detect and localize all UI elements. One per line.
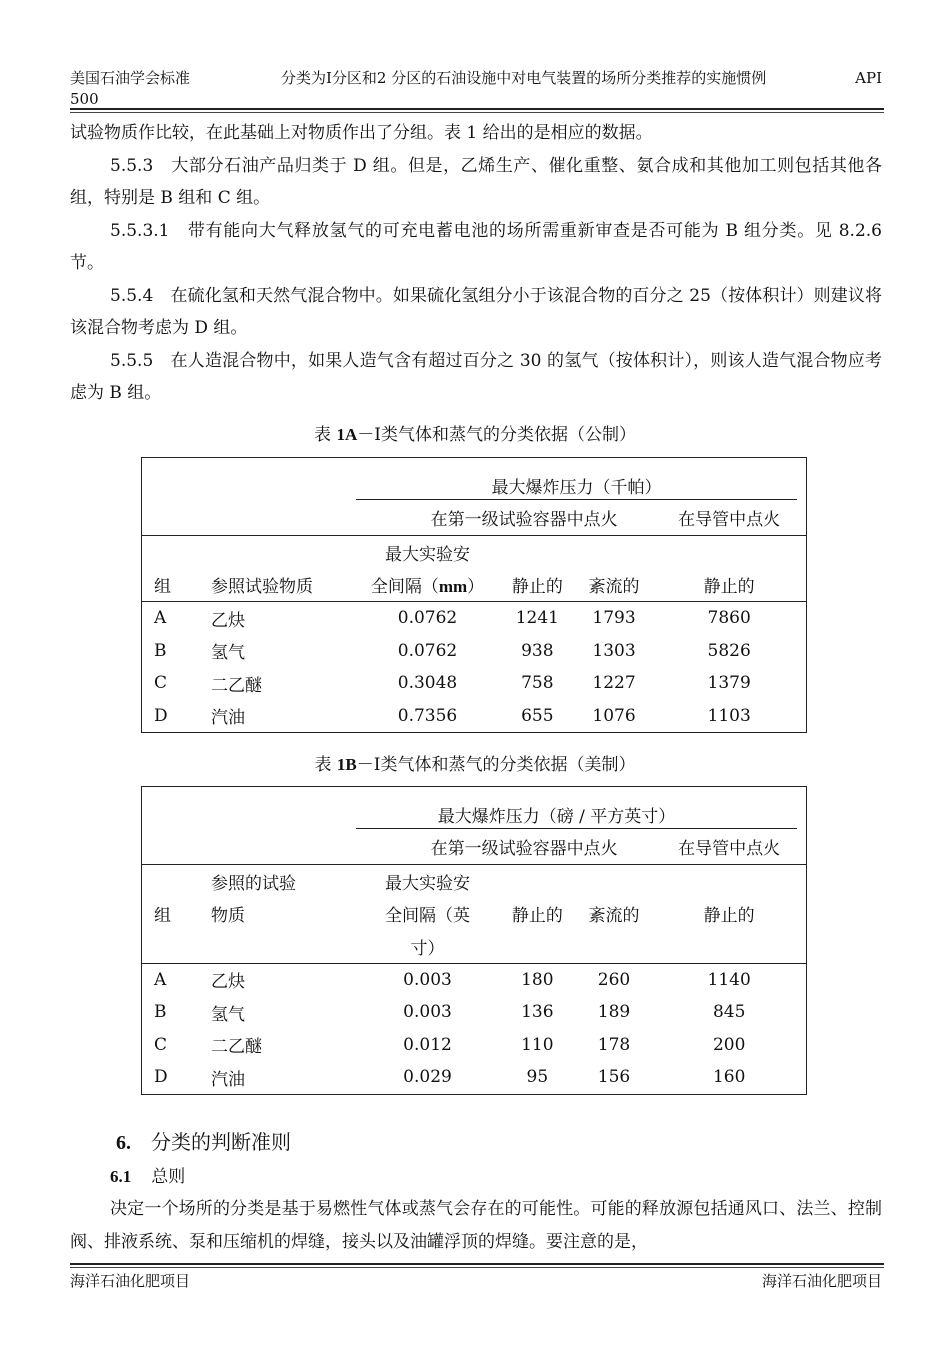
table-row	[142, 1029, 807, 1062]
table-1a-caption	[0, 420, 950, 445]
table-1a-col-ref: 参照试验物质	[211, 577, 313, 598]
cell-turb: 156	[597, 1067, 631, 1088]
table-1b-col-static2: 静止的	[703, 906, 755, 927]
cell-gap: 0.012	[403, 1034, 452, 1055]
cell-substance: 乙炔	[211, 602, 356, 635]
table-1b-col-ref-line2: 物质	[211, 906, 245, 927]
cell-group: B	[154, 640, 167, 661]
cell-turb: 178	[597, 1034, 631, 1055]
cell-static2: 5826	[707, 640, 751, 661]
section-title: 分类的判断准则	[151, 1130, 291, 1154]
footer-left: 海洋石油化肥项目	[70, 1272, 191, 1290]
header-number: 500	[70, 90, 99, 108]
cell-static2: 845	[712, 1002, 746, 1023]
table-1a-sub-right: 在导管中点火	[678, 510, 781, 530]
table-row	[142, 700, 807, 733]
cell-substance: 二乙醚	[211, 675, 262, 696]
table-row	[142, 602, 807, 635]
cell-static1: 938	[521, 640, 554, 661]
cell-turb: 260	[576, 963, 653, 996]
table-1b-col-static1: 静止的	[511, 906, 563, 927]
table-1b-span-title: 最大爆炸压力（磅 / 平方英寸）	[356, 802, 797, 829]
cell-group: D	[154, 1067, 168, 1088]
header-title: 分类为Ⅰ分区和2 分区的石油设施中对电气装置的场所分类推荐的实施惯例	[281, 69, 767, 87]
caption-id: 1A	[336, 425, 358, 444]
section-6-heading	[116, 1126, 291, 1155]
cell-static2: 7860	[652, 602, 806, 635]
cell-static2: 200	[712, 1034, 746, 1055]
cell-static1: 655	[521, 705, 554, 726]
paragraph-5-5-3: 5.5.3 大部分石油产品归类于 D 组。但是，乙烯生产、催化重整、氨合成和其他加工则包括其他各组，特别是 B 组和 C 组。	[70, 155, 882, 208]
table-1b-col-gap-line3: 寸）	[410, 938, 445, 959]
table-row	[142, 996, 807, 1029]
caption-prefix: 表	[314, 425, 337, 445]
section-6-1-heading	[110, 1162, 185, 1187]
cell-static1: 95	[526, 1067, 549, 1088]
paragraph-5-5-4: 5.5.4 在硫化氢和天然气混合物中。如果硫化氢组分小于该混合物的百分之 25（按体积计）则建议将该混合物考虑为 D 组。	[70, 285, 882, 338]
table-row	[142, 667, 807, 700]
footer-rule-thin	[70, 1267, 884, 1268]
paragraph: 试验物质作比较，在此基础上对物质作出了分组。表 1 给出的是相应的数据。	[70, 123, 653, 143]
cell-substance: 汽油	[211, 1069, 245, 1090]
footer-rule	[70, 1263, 884, 1265]
cell-static1: 136	[521, 1002, 554, 1023]
cell-substance: 氢气	[211, 643, 245, 664]
paragraph-5-5-5: 5.5.5 在人造混合物中，如果人造气含有超过百分之 30 的氢气（按体积计），则该人造气混合物应考虑为 B 组。	[70, 350, 882, 403]
cell-static2: 1140	[652, 963, 806, 996]
cell-turb: 189	[597, 1002, 631, 1023]
gap-prefix: 全间隔（	[370, 577, 439, 598]
cell-static1: 1241	[499, 602, 576, 635]
section-title: 总则	[151, 1167, 186, 1187]
table-1a-col-turb: 紊流的	[588, 577, 640, 598]
cell-turb: 1076	[592, 705, 636, 726]
cell-substance: 二乙醚	[211, 1037, 262, 1058]
cell-group: C	[154, 1034, 168, 1055]
cell-group: A	[142, 963, 212, 996]
cell-turb: 1793	[576, 602, 653, 635]
caption-rest: －Ⅰ类气体和蒸气的分类依据（公制）	[357, 425, 636, 445]
cell-static2: 1103	[707, 705, 751, 726]
table-1b-col-group: 组	[154, 906, 171, 927]
caption-id: 1B	[336, 755, 357, 774]
table-row	[142, 635, 807, 668]
cell-gap: 0.003	[403, 1002, 452, 1023]
table-row	[142, 963, 807, 996]
cell-group: B	[154, 1002, 167, 1023]
table-1a-col-gap-line2	[356, 569, 499, 602]
table-1a-sub-left: 在第一级试验容器中点火	[430, 510, 618, 530]
cell-gap: 0.029	[403, 1067, 452, 1088]
table-row	[142, 1061, 807, 1094]
cell-gap: 0.7356	[397, 705, 458, 726]
page-header	[70, 68, 882, 108]
table-1a-span-title: 最大爆炸压力（千帕）	[356, 473, 797, 500]
cell-static2: 1379	[707, 673, 751, 694]
paragraph-5-5-3-1: 5.5.3.1 带有能向大气释放氢气的可充电蓄电池的场所需重新审查是否可能为 B 组分类。见 8.2.6 节。	[70, 220, 882, 273]
header-org-block	[70, 68, 220, 110]
table-1a-col-static2: 静止的	[703, 577, 755, 598]
cell-substance: 乙炔	[211, 963, 356, 996]
table-1a-col-group: 组	[154, 577, 171, 598]
gap-unit: mm	[438, 577, 468, 597]
table-1a-col-gap-line1: 最大实验安	[356, 536, 499, 569]
cell-gap: 0.0762	[356, 602, 499, 635]
cell-group: A	[142, 602, 212, 635]
table-1a	[141, 457, 807, 733]
cell-static1: 180	[499, 963, 576, 996]
header-api: API	[855, 69, 882, 87]
cell-substance: 汽油	[211, 708, 245, 729]
cell-static1: 758	[521, 673, 554, 694]
table-1b-col-ref-line1: 参照的试验	[211, 865, 356, 898]
section-number: 6.	[116, 1132, 131, 1154]
table-1b-col-gap-line1: 最大实验安	[356, 865, 499, 898]
header-rule-thin	[70, 112, 884, 113]
cell-group: C	[154, 673, 168, 694]
cell-static1: 110	[521, 1034, 554, 1055]
table-1b	[141, 786, 807, 1095]
section-number: 6.1	[110, 1167, 132, 1186]
cell-gap: 0.3048	[397, 673, 458, 694]
cell-turb: 1227	[592, 673, 636, 694]
cell-static2: 160	[712, 1067, 746, 1088]
cell-substance: 氢气	[211, 1004, 245, 1025]
paragraph-6-1: 决定一个场所的分类是基于易燃性气体或蒸气会存在的可能性。可能的释放源包括通风口、法兰、控制阀、排液系统、泵和压缩机的焊缝，接头以及油罐浮顶的焊缝。要注意的是，	[70, 1199, 882, 1252]
cell-gap: 0.003	[356, 963, 499, 996]
table-1a-col-static1: 静止的	[511, 577, 563, 598]
header-org: 美国石油学会标准	[70, 69, 191, 87]
cell-gap: 0.0762	[397, 640, 458, 661]
caption-prefix: 表	[314, 755, 337, 775]
table-1b-sub-right: 在导管中点火	[678, 839, 781, 859]
header-rule	[70, 108, 884, 110]
cell-turb: 1303	[592, 640, 636, 661]
table-1b-col-gap-line2: 全间隔（英	[385, 906, 470, 927]
table-1b-sub-left: 在第一级试验容器中点火	[430, 839, 618, 859]
table-1b-caption	[0, 750, 950, 775]
caption-rest: －Ⅰ类气体和蒸气的分类依据（美制）	[356, 755, 636, 775]
table-1b-col-turb: 紊流的	[588, 906, 640, 927]
footer-right: 海洋石油化肥项目	[761, 1272, 882, 1290]
cell-group: D	[154, 705, 168, 726]
body-text	[70, 117, 882, 410]
gap-suffix: ）	[467, 577, 485, 598]
